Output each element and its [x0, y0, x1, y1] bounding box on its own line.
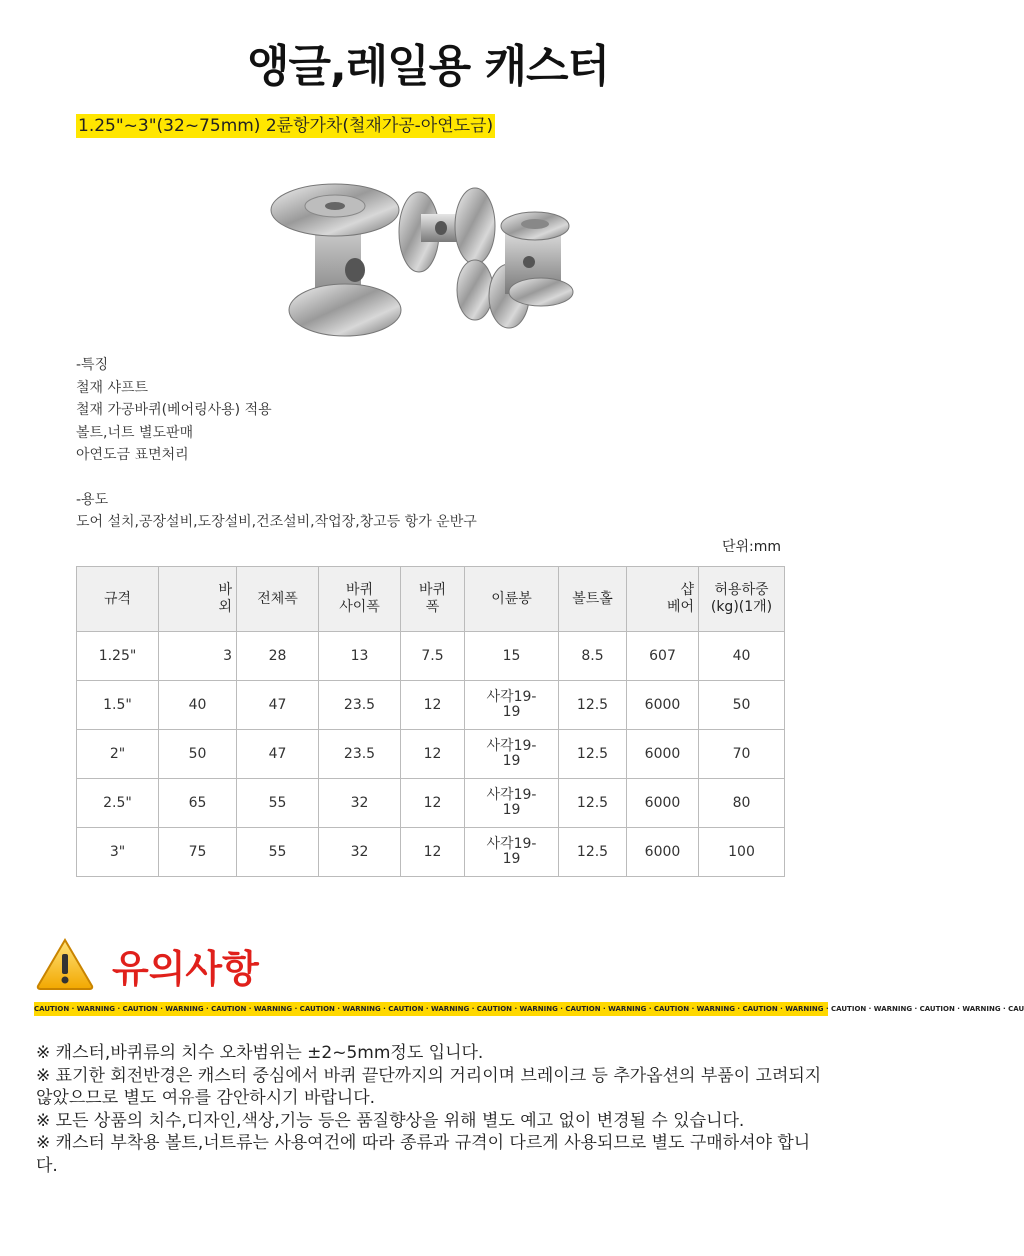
table-cell: 65 [159, 779, 237, 828]
caution-note: ※ 캐스터 부착용 볼트,너트류는 사용여건에 따라 종류과 규격이 다르게 사용되므로 별도 구매하셔야 합니다. [36, 1133, 811, 1176]
table-cell: 12.5 [559, 681, 627, 730]
table-cell: 2.5" [77, 779, 159, 828]
page-title: 앵글,레일용 캐스터 [246, 41, 610, 92]
caution-note: ※ 캐스터,바퀴류의 치수 오차범위는 ±2~5mm정도 입니다. [36, 1043, 484, 1063]
table-cell: 40 [699, 632, 785, 681]
feature-item: 철재 샤프트 [76, 379, 149, 396]
table-header-cell: 샵 베어 [627, 567, 699, 632]
table-cell: 6000 [627, 828, 699, 877]
caution-note: ※ 표기한 회전반경은 캐스터 중심에서 바퀴 끝단까지의 거리이며 브레이크 등 추가옵션의 부품이 고려되지 않았으므로 별도 여유를 감안하시기 바랍니다. [36, 1065, 822, 1108]
table-cell: 7.5 [401, 632, 465, 681]
usage-text: 도어 설치,공장설비,도장설비,건조설비,작업장,창고등 항가 운반구 [76, 514, 477, 530]
feature-heading: -특징 [76, 357, 109, 373]
table-row [77, 632, 785, 681]
table-cell: 사각19- 19 [465, 730, 559, 779]
table-cell: 12 [401, 779, 465, 828]
table-row [77, 730, 785, 779]
table-cell: 23.5 [319, 730, 401, 779]
table-cell: 6000 [627, 681, 699, 730]
table-row [77, 828, 785, 877]
table-cell: 47 [237, 730, 319, 779]
table-header-cell: 전체폭 [237, 567, 319, 632]
unit-label: 단위:mm [721, 539, 781, 555]
spec-table [76, 566, 785, 877]
table-cell: 32 [319, 828, 401, 877]
table-cell: 사각19- 19 [465, 779, 559, 828]
caution-title: 유의사항 [112, 947, 259, 991]
feature-item: 아연도금 표면처리 [76, 447, 189, 463]
table-header-cell: 볼트홀 [559, 567, 627, 632]
table-header-cell: 바퀴 폭 [401, 567, 465, 632]
table-cell: 12.5 [559, 730, 627, 779]
product-image [205, 150, 625, 350]
table-cell: 사각19- 19 [465, 828, 559, 877]
table-cell: 1.5" [77, 681, 159, 730]
table-cell: 3 [159, 632, 237, 681]
table-cell: 50 [699, 681, 785, 730]
table-header-cell: 바퀴 사이폭 [319, 567, 401, 632]
table-row [77, 681, 785, 730]
table-header-cell: 규격 [77, 567, 159, 632]
table-cell: 28 [237, 632, 319, 681]
table-cell: 12 [401, 828, 465, 877]
table-cell: 6000 [627, 730, 699, 779]
table-cell: 2" [77, 730, 159, 779]
table-cell: 607 [627, 632, 699, 681]
table-cell: 사각19- 19 [465, 681, 559, 730]
usage-heading: -용도 [76, 491, 109, 508]
feature-item: 볼트,너트 별도판매 [76, 424, 194, 441]
table-cell: 12.5 [559, 828, 627, 877]
table-header-cell: 허용하중 (kg)(1개) [699, 567, 785, 632]
caution-tape: CAUTION · WARNING · CAUTION · WARNING · CAUTION · WARNING · CAUTION · WARNING · CAUTION · WARNING · CAUTION · WARNING · CAUTION · WARNING · CAUTION · WARNING · CAUTION · WARNING · CAUTION · WARNING · CAUTION · WARNING · CAU [34, 1002, 828, 1016]
table-cell: 55 [237, 828, 319, 877]
table-cell: 23.5 [319, 681, 401, 730]
table-row [77, 779, 785, 828]
caution-note: ※ 모든 상품의 치수,디자인,색상,기능 등은 품질향상을 위해 별도 예고 없이 변경될 수 있습니다. [36, 1110, 745, 1131]
table-cell: 1.25" [77, 632, 159, 681]
table-header-cell: 바 외 [159, 567, 237, 632]
feature-item: 철재 가공바퀴(베어링사용) 적용 [76, 402, 272, 418]
table-cell: 6000 [627, 779, 699, 828]
table-cell: 32 [319, 779, 401, 828]
feature-list [76, 354, 477, 534]
table-cell: 40 [159, 681, 237, 730]
table-cell: 47 [237, 681, 319, 730]
table-header-cell: 이륜봉 [465, 567, 559, 632]
table-cell: 3" [77, 828, 159, 877]
caution-notes [36, 1042, 822, 1177]
table-cell: 100 [699, 828, 785, 877]
warning-triangle-icon [34, 936, 96, 992]
table-cell: 55 [237, 779, 319, 828]
table-cell: 12 [401, 681, 465, 730]
table-header-row [77, 567, 785, 632]
table-cell: 13 [319, 632, 401, 681]
table-cell: 50 [159, 730, 237, 779]
table-cell: 8.5 [559, 632, 627, 681]
table-cell: 70 [699, 730, 785, 779]
table-cell: 15 [465, 632, 559, 681]
product-subtitle: 1.25"~3"(32~75mm) 2륜항가차(철재가공-아연도금) [78, 116, 494, 136]
table-cell: 12 [401, 730, 465, 779]
table-cell: 80 [699, 779, 785, 828]
table-cell: 12.5 [559, 779, 627, 828]
table-cell: 75 [159, 828, 237, 877]
